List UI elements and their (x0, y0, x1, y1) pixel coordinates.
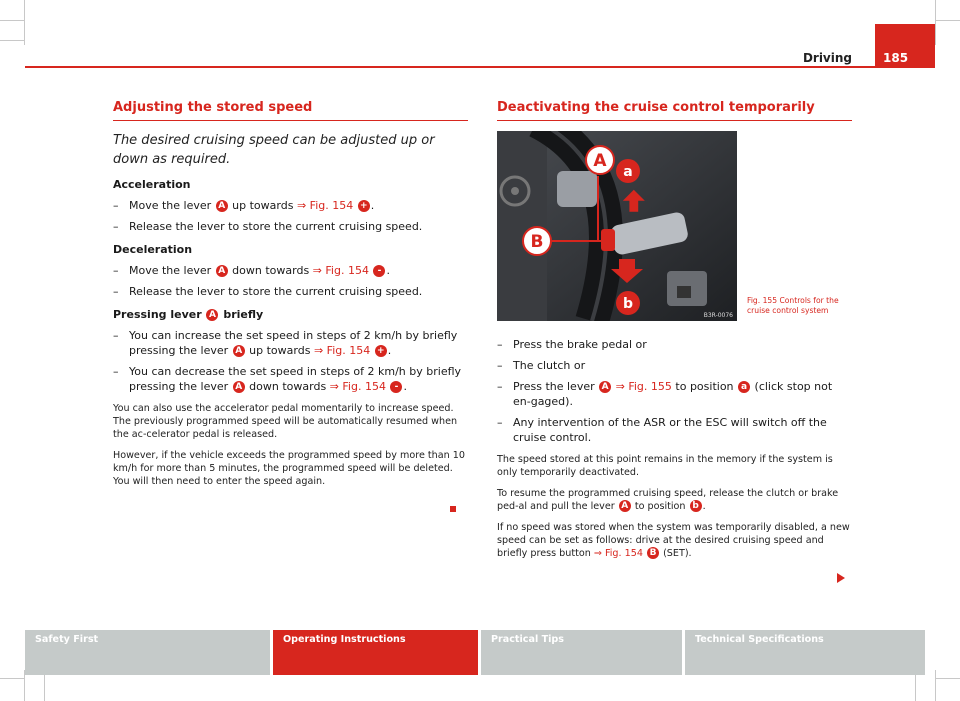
deceleration-title: Deceleration (113, 243, 193, 256)
lever-a-badge: A (216, 265, 228, 277)
cruise-control-figure (497, 131, 737, 321)
list-item: – Move the lever A down towards ⇒ Fig. 154 - . (113, 263, 468, 278)
figure-link[interactable]: ⇒ Fig. 154 (593, 548, 643, 559)
left-intro: The desired cruising speed can be adjusted up or down as required. (113, 133, 435, 167)
list-item: – Any intervention of the ASR or the ESC will switch off the cruise control. (497, 415, 852, 445)
figure-link[interactable]: ⇒ Fig. 154 (312, 264, 369, 277)
lever-a-badge: A (619, 500, 631, 512)
right-heading: Deactivating the cruise control temporarily (497, 100, 852, 121)
note-accelerator: You can also use the accelerator pedal momentarily to increase speed. The previously programmed speed will be automatically resumed when the ac-celerator pedal is released. (113, 403, 458, 440)
right-heading-wrap (497, 100, 852, 121)
lever-a-badge: A (206, 309, 218, 321)
button-b-badge: B (647, 547, 659, 559)
figure-link[interactable]: ⇒ Fig. 155 (615, 380, 672, 393)
section-title: Driving (802, 51, 852, 65)
left-column (113, 100, 468, 488)
label-A: A (593, 151, 607, 171)
page-number-tab (875, 24, 935, 68)
minus-badge: - (390, 381, 402, 393)
tab-safety-first[interactable]: Safety First (25, 630, 270, 675)
label-B: B (530, 232, 544, 252)
lever-a-badge: A (599, 381, 611, 393)
list-item: – The clutch or (497, 358, 852, 373)
para-resume: To resume the programmed cruising speed, release the clutch or brake ped-al and pull the lever A to position b . (497, 488, 839, 512)
lever-a-badge: A (216, 200, 228, 212)
crop-mark (0, 40, 25, 41)
continue-arrow-icon (837, 573, 845, 583)
lever-a-badge: A (233, 345, 245, 357)
label-b: b (622, 296, 634, 312)
figure-caption: Fig. 155 Controls for the cruise control system (747, 296, 839, 315)
minus-badge: - (373, 265, 385, 277)
position-b-badge: b (690, 500, 702, 512)
list-item: – You can decrease the set speed in steps of 2 km/h by briefly pressing the lever A down towards ⇒ Fig. 154 - . (113, 364, 468, 394)
figure-link[interactable]: ⇒ Fig. 154 (313, 344, 371, 357)
list-item: – Release the lever to store the current cruising speed. (113, 284, 468, 299)
label-a: a (623, 164, 633, 180)
tab-operating-instructions[interactable]: Operating Instructions (273, 630, 478, 675)
figure-code: B3R-0076 (703, 312, 733, 319)
crop-mark (24, 0, 25, 45)
para-new-speed: If no speed was stored when the system was temporarily disabled, a new speed can be set as follows: drive at the desired cruising speed and briefly press button ⇒ Fig. 154 B (SET). (497, 522, 850, 559)
header-rule (25, 66, 935, 68)
acceleration-title: Acceleration (113, 178, 191, 191)
position-a-badge: a (738, 381, 750, 393)
list-item: – Press the brake pedal or (497, 337, 852, 352)
list-item: – You can increase the set speed in steps of 2 km/h by briefly pressing the lever A up towards ⇒ Fig. 154 + . (113, 328, 468, 358)
crop-mark (935, 670, 936, 701)
section-end-marker (450, 506, 456, 512)
note-speed-deleted: However, if the vehicle exceeds the programmed speed by more than 10 km/h for more than 5 minutes, the programmed speed will be deleted. You will then need to enter the speed again. (113, 450, 465, 487)
list-item: – Release the lever to store the current cruising speed. (113, 219, 468, 234)
lever-a-badge: A (233, 381, 245, 393)
list-item: – Press the lever A ⇒ Fig. 155 to position a (click stop not en-gaged). (497, 379, 852, 409)
list-item: – Move the lever A up towards ⇒ Fig. 154 + . (113, 198, 468, 213)
crop-mark (0, 678, 25, 679)
figure-link[interactable]: ⇒ Fig. 154 (329, 380, 386, 393)
briefly-title: Pressing lever A briefly (113, 308, 264, 321)
crop-mark (935, 678, 960, 679)
footer-tabs (25, 630, 935, 675)
crop-mark (935, 0, 936, 45)
crop-mark (0, 20, 25, 21)
figure-link[interactable]: ⇒ Fig. 154 (296, 199, 354, 212)
para-memory: The speed stored at this point remains in the memory if the system is only temporarily deactivated. (497, 454, 833, 478)
tab-practical-tips[interactable]: Practical Tips (481, 630, 682, 675)
crop-mark (935, 20, 960, 21)
steering-column-illustration (497, 131, 737, 321)
plus-badge: + (358, 200, 370, 212)
plus-badge: + (375, 345, 387, 357)
tab-technical-specifications[interactable]: Technical Specifications (685, 630, 925, 675)
right-column (497, 331, 852, 560)
page-number: 185 (883, 51, 909, 65)
left-heading: Adjusting the stored speed (113, 100, 468, 121)
